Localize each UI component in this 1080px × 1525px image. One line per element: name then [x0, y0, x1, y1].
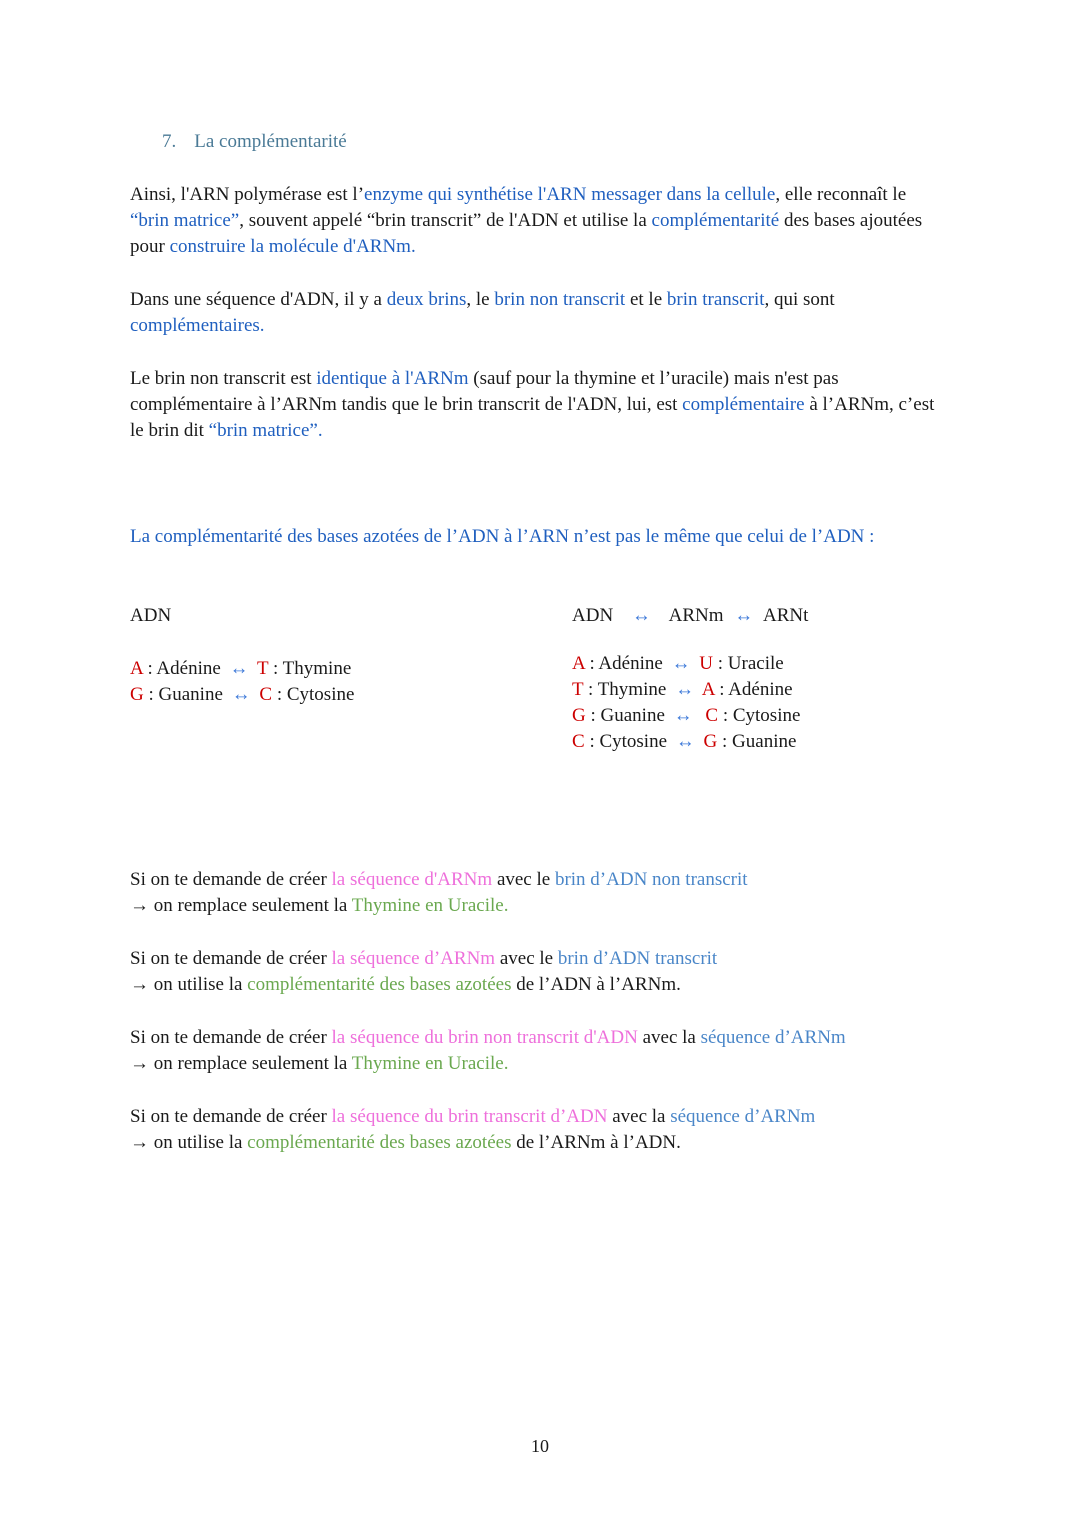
- action-text: Thymine en Uracile.: [351, 895, 509, 916]
- page-number: 10: [531, 1436, 549, 1456]
- rule-4-question: [130, 1104, 815, 1130]
- highlight-text: enzyme qui synthétise l'ARN messager dans la cellule: [364, 184, 776, 205]
- highlight-text: deux brins: [386, 289, 467, 310]
- paragraph-1-line-1: [130, 182, 906, 208]
- section-number: 7.: [162, 131, 177, 152]
- highlight-text: complémentarité: [651, 210, 780, 231]
- text: Si on te demande de créer: [130, 869, 332, 890]
- highlight-text: “brin matrice”.: [208, 420, 323, 441]
- action-text: complémentarité des bases azotées: [247, 1132, 512, 1153]
- base-letter: A: [701, 679, 715, 700]
- header-label: ARNt: [762, 605, 809, 626]
- base-name: : Guanine: [585, 705, 665, 726]
- paragraph-3-line-2: [130, 392, 934, 418]
- rule-3-question: [130, 1025, 846, 1051]
- text: Dans une séquence d'ADN, il y a: [130, 289, 387, 310]
- highlight-text: complémentaire: [682, 394, 805, 415]
- base-name: : Adénine: [142, 658, 221, 679]
- target-text: la séquence d'ARNm: [331, 869, 493, 890]
- base-letter: T: [256, 658, 269, 679]
- text: complémentaire à l’ARNm tandis que le brin transcrit de l'ADN, lui, est: [130, 394, 683, 415]
- rule-1-answer: [130, 893, 508, 919]
- action-text: complémentarité des bases azotées: [247, 974, 512, 995]
- base-name: : Guanine: [717, 731, 797, 752]
- text: avec le: [495, 948, 558, 969]
- base-name: : Uracile: [713, 653, 784, 674]
- section-heading: [162, 131, 347, 153]
- rule-3-answer: [130, 1051, 508, 1077]
- base-name: : Cytosine: [718, 705, 801, 726]
- paragraph-2-line-1: [130, 287, 835, 313]
- text: , le: [466, 289, 495, 310]
- base-name: : Thymine: [268, 658, 352, 679]
- text: avec la: [607, 1106, 671, 1127]
- highlight-text: identique à l'ARNm: [316, 368, 469, 389]
- text: pour: [130, 236, 170, 257]
- base-letter: A: [130, 658, 143, 679]
- text: Si on te demande de créer: [130, 1106, 332, 1127]
- rule-2-question: [130, 946, 717, 972]
- double-arrow-icon: ↔: [671, 653, 691, 674]
- text: Le brin non transcrit est: [130, 368, 317, 389]
- base-letter: C: [572, 731, 585, 752]
- double-arrow-icon: ↔: [631, 605, 651, 626]
- dna-pair-row: [130, 682, 354, 708]
- rna-pair-row: [572, 677, 793, 703]
- double-arrow-icon: ↔: [229, 658, 249, 679]
- base-name: : Cytosine: [272, 684, 355, 705]
- target-text: la séquence du brin transcrit d’ADN: [331, 1106, 608, 1127]
- source-text: brin d’ADN non transcrit: [554, 869, 748, 890]
- base-letter: G: [572, 705, 586, 726]
- target-text: la séquence d’ARNm: [331, 948, 496, 969]
- rna-pair-row: [572, 651, 784, 677]
- rule-4-answer: [130, 1130, 681, 1156]
- paragraph-1-line-2: [130, 208, 922, 234]
- base-letter: T: [572, 679, 584, 700]
- base-letter: A: [572, 653, 585, 674]
- base-name: : Adénine: [584, 653, 663, 674]
- highlight-text: complémentaires.: [130, 315, 265, 336]
- base-name: : Thymine: [583, 679, 667, 700]
- base-letter: C: [705, 705, 719, 726]
- source-text: séquence d’ARNm: [700, 1027, 846, 1048]
- text: de l’ARNm à l’ADN.: [511, 1132, 681, 1153]
- header-label: ADN: [572, 605, 614, 626]
- text: , qui sont: [764, 289, 835, 310]
- base-name: : Cytosine: [584, 731, 668, 752]
- paragraph-1-line-3: [130, 234, 416, 260]
- highlight-text: brin non transcrit: [494, 289, 626, 310]
- text: le brin dit: [130, 420, 209, 441]
- text: , elle reconnaît le: [775, 184, 907, 205]
- text: des bases ajoutées: [779, 210, 923, 231]
- rna-pair-row: [572, 729, 796, 755]
- base-letter: G: [130, 684, 144, 705]
- text: avec le: [492, 869, 555, 890]
- text: (sauf pour la thymine et l’uracile) mais n'est pas: [468, 368, 839, 389]
- text: → on remplace seulement la: [130, 895, 352, 916]
- base-name: : Guanine: [143, 684, 223, 705]
- double-arrow-icon: ↔: [231, 684, 251, 705]
- complementarity-intro: La complémentarité des bases azotées de l’ADN à l’ARN n’est pas le même que celui de l’ADN :: [130, 526, 875, 547]
- highlight-text: construire la molécule d'ARNm.: [169, 236, 416, 257]
- double-arrow-icon: ↔: [675, 679, 695, 700]
- rule-1-question: [130, 867, 748, 893]
- base-letter: C: [259, 684, 273, 705]
- double-arrow-icon: ↔: [734, 605, 754, 626]
- double-arrow-icon: ↔: [675, 731, 695, 752]
- dna-table-header: ADN: [130, 605, 172, 626]
- text: Si on te demande de créer: [130, 948, 332, 969]
- paragraph-2-line-2: [130, 313, 265, 339]
- text: → on utilise la: [130, 1132, 248, 1153]
- text: et le: [625, 289, 667, 310]
- action-text: Thymine en Uracile.: [351, 1053, 509, 1074]
- rna-pair-row: [572, 703, 800, 729]
- highlight-text: “brin matrice”: [130, 210, 240, 231]
- paragraph-3-line-3: [130, 418, 323, 444]
- target-text: la séquence du brin non transcrit d'ADN: [331, 1027, 638, 1048]
- base-letter: G: [703, 731, 718, 752]
- text: Si on te demande de créer: [130, 1027, 332, 1048]
- source-text: brin d’ADN transcrit: [557, 948, 718, 969]
- highlight-text: brin transcrit: [666, 289, 765, 310]
- rule-2-answer: [130, 972, 681, 998]
- text: → on utilise la: [130, 974, 248, 995]
- dna-pair-row: [130, 656, 351, 682]
- header-label: ARNm: [668, 605, 724, 626]
- text: Ainsi, l'ARN polymérase est l’: [130, 184, 365, 205]
- text: avec la: [637, 1027, 701, 1048]
- double-arrow-icon: ↔: [673, 705, 693, 726]
- source-text: séquence d’ARNm: [670, 1106, 816, 1127]
- text: à l’ARNm, c’est: [804, 394, 935, 415]
- base-letter: U: [699, 653, 714, 674]
- text: , souvent appelé “brin transcrit” de l'ADN et utilise la: [239, 210, 652, 231]
- rna-table-header: [572, 603, 808, 629]
- section-title: La complémentarité: [194, 131, 347, 152]
- base-name: : Adénine: [714, 679, 793, 700]
- text: → on remplace seulement la: [130, 1053, 352, 1074]
- paragraph-3-line-1: [130, 366, 839, 392]
- text: de l’ADN à l’ARNm.: [511, 974, 681, 995]
